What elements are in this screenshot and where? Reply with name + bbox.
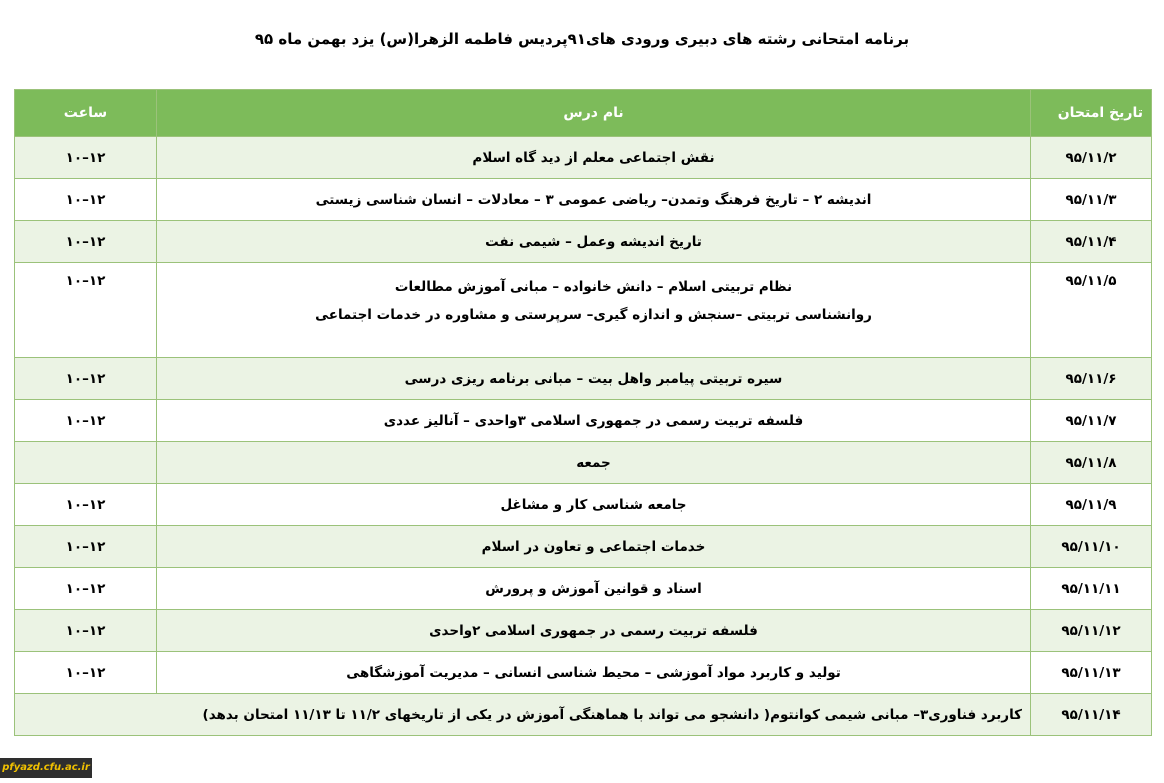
- course-name: کاربرد فناوری۳– مبانی شیمی کوانتوم( دانشجو می تواند با هماهنگی آموزش در یکی از تاریخهای ۱۱/۲ تا ۱۱/۱۳ امتحان بدهد): [15, 694, 1031, 736]
- table-row: [15, 263, 1152, 358]
- exam-date: ۹۵/۱۱/۳: [1031, 179, 1152, 221]
- table-row: [15, 526, 1152, 568]
- course-name: اسناد و قوانین آموزش و پرورش: [157, 568, 1031, 610]
- table-row: [15, 694, 1152, 736]
- course-name: نقش اجتماعی معلم از دید گاه اسلام: [157, 137, 1031, 179]
- header-course: نام درس: [157, 90, 1031, 137]
- exam-date: ۹۵/۱۱/۶: [1031, 358, 1152, 400]
- course-name: فلسفه تربیت رسمی در جمهوری اسلامی ۳واحدی – آنالیز عددی: [157, 400, 1031, 442]
- exam-time: [15, 442, 157, 484]
- course-name: سیره تربیتی پیامبر واهل بیت – مبانی برنامه ریزی درسی: [157, 358, 1031, 400]
- exam-date: ۹۵/۱۱/۹: [1031, 484, 1152, 526]
- exam-date: ۹۵/۱۱/۲: [1031, 137, 1152, 179]
- exam-time: ۱۰–۱۲: [15, 652, 157, 694]
- exam-date: ۹۵/۱۱/۱۴: [1031, 694, 1152, 736]
- course-name: خدمات اجتماعی و تعاون در اسلام: [157, 526, 1031, 568]
- exam-time: ۱۰–۱۲: [15, 568, 157, 610]
- table-row: [15, 652, 1152, 694]
- exam-date: ۹۵/۱۱/۴: [1031, 221, 1152, 263]
- course-name: جمعه: [157, 442, 1031, 484]
- course-line: روانشناسی تربیتی –سنجش و اندازه گیری– سرپرستی و مشاوره در خدمات اجتماعی: [315, 307, 872, 323]
- exam-schedule-table: [14, 89, 1152, 736]
- exam-date: ۹۵/۱۱/۱۲: [1031, 610, 1152, 652]
- table-row: [15, 137, 1152, 179]
- exam-time: ۱۰–۱۲: [15, 263, 157, 358]
- table-row: [15, 400, 1152, 442]
- exam-time: ۱۰–۱۲: [15, 610, 157, 652]
- exam-date: ۹۵/۱۱/۱۱: [1031, 568, 1152, 610]
- table-row: [15, 568, 1152, 610]
- exam-date: ۹۵/۱۱/۷: [1031, 400, 1152, 442]
- course-name: [157, 263, 1031, 358]
- course-name: تولید و کاربرد مواد آموزشی – محیط شناسی انسانی – مدیریت آموزشگاهی: [157, 652, 1031, 694]
- table-row: [15, 442, 1152, 484]
- exam-date: ۹۵/۱۱/۱۰: [1031, 526, 1152, 568]
- course-name: جامعه شناسی کار و مشاغل: [157, 484, 1031, 526]
- course-line: نظام تربیتی اسلام – دانش خانواده – مبانی آموزش مطالعات: [394, 279, 793, 295]
- header-date: تاریخ امتحان: [1031, 90, 1152, 137]
- exam-date: ۹۵/۱۱/۱۳: [1031, 652, 1152, 694]
- table-row: [15, 484, 1152, 526]
- course-name: فلسفه تربیت رسمی در جمهوری اسلامی ۲واحدی: [157, 610, 1031, 652]
- table-row: [15, 610, 1152, 652]
- table-row: [15, 179, 1152, 221]
- course-name: تاریخ اندیشه وعمل – شیمی نفت: [157, 221, 1031, 263]
- table-row: [15, 358, 1152, 400]
- exam-time: ۱۰–۱۲: [15, 400, 157, 442]
- table-row: [15, 221, 1152, 263]
- header-row: [15, 90, 1152, 137]
- course-name: اندیشه ۲ – تاریخ فرهنگ وتمدن– ریاضی عمومی ۳ – معادلات – انسان شناسی زیستی: [157, 179, 1031, 221]
- exam-date: ۹۵/۱۱/۵: [1031, 263, 1152, 358]
- page-title: برنامه امتحانی رشته های دبیری ورودی های۹۱پردیس فاطمه الزهرا(س) یزد بهمن ماه ۹۵: [254, 30, 910, 48]
- exam-date: ۹۵/۱۱/۸: [1031, 442, 1152, 484]
- exam-time: ۱۰–۱۲: [15, 484, 157, 526]
- exam-time: ۱۰–۱۲: [15, 526, 157, 568]
- site-watermark: pfyazd.cfu.ac.ir: [0, 758, 92, 778]
- header-time: ساعت: [15, 90, 157, 137]
- exam-time: ۱۰–۱۲: [15, 179, 157, 221]
- exam-time: ۱۰–۱۲: [15, 221, 157, 263]
- exam-time: ۱۰–۱۲: [15, 137, 157, 179]
- exam-time: ۱۰–۱۲: [15, 358, 157, 400]
